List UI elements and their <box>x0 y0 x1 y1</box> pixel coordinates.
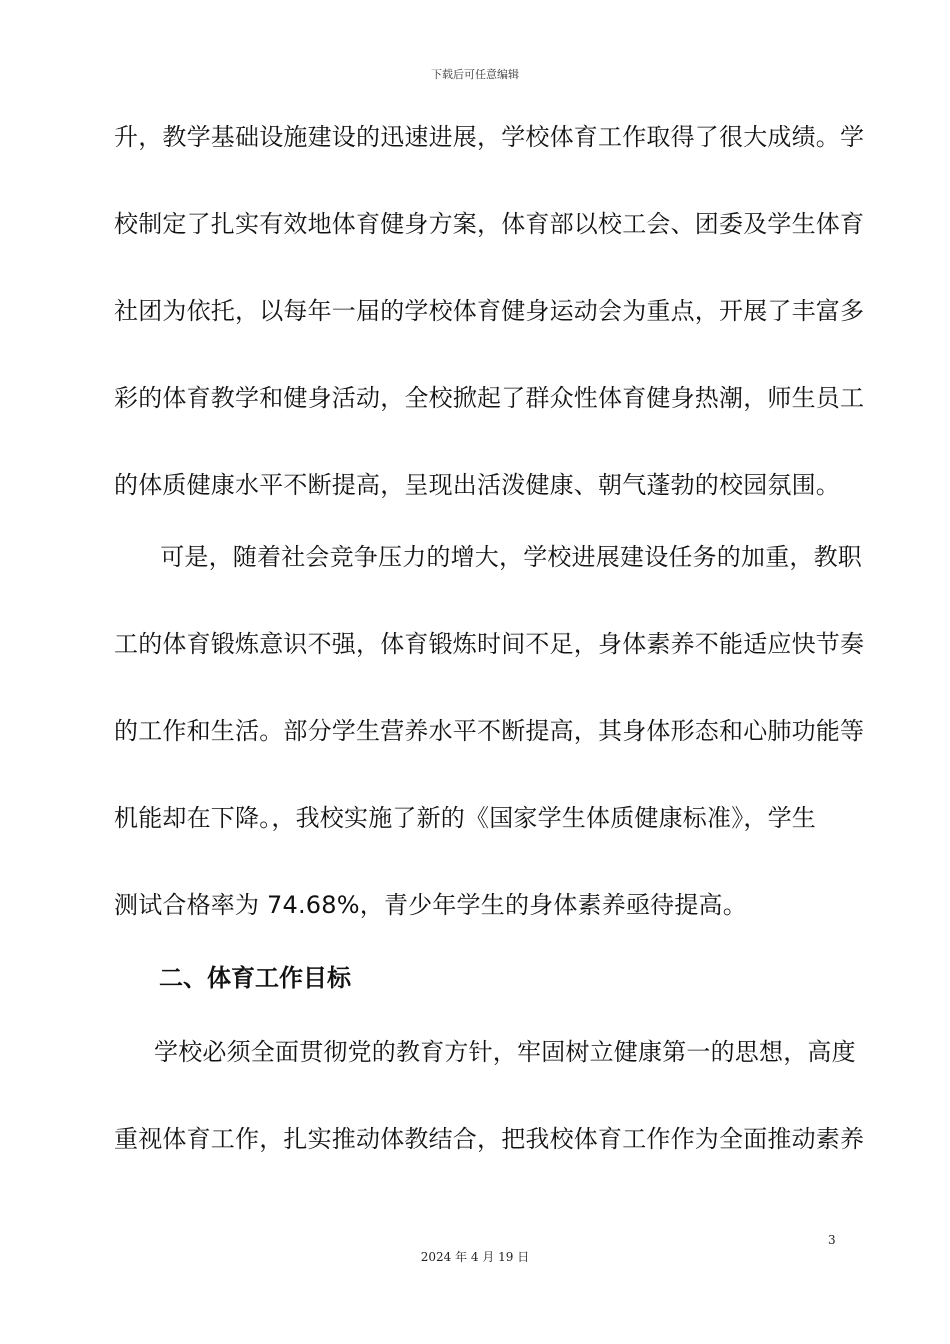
page-number: 3 <box>828 1233 836 1247</box>
paragraph-line: 校制定了扎实有效地体育健身方案，体育部以校工会、团委及学生体育 <box>114 210 865 238</box>
header-note: 下载后可任意编辑 <box>431 68 519 81</box>
paragraph-line: 的体质健康水平不断提高，呈现出活泼健康、朝气蓬勃的校园氛围。 <box>114 471 840 499</box>
paragraph-line: 社团为依托，以每年一届的学校体育健身运动会为重点，开展了丰富多 <box>114 297 865 325</box>
footer-date: 2024 年 4 月 19 日 <box>420 1250 530 1264</box>
paragraph-line: 可是，随着社会竞争压力的增大，学校进展建设任务的加重，教职 <box>136 543 862 571</box>
paragraph-line: 彩的体育教学和健身活动，全校掀起了群众性体育健身热潮，师生员工 <box>114 384 865 412</box>
paragraph-line: 机能却在下降。，我校实施了新的《国家学生体质健康标准》，学生 <box>114 804 816 832</box>
paragraph-line: 升，教学基础设施建设的迅速进展，学校体育工作取得了很大成绩。学 <box>114 123 865 151</box>
paragraph-line: 学校必须全面贯彻党的教育方针，牢固树立健康第一的思想，高度 <box>154 1038 856 1066</box>
paragraph-line: 工的体育锻炼意识不强，体育锻炼时间不足，身体素养不能适应快节奏 <box>114 630 865 658</box>
paragraph-line: 重视体育工作，扎实推动体教结合，把我校体育工作作为全面推动素养 <box>114 1125 865 1153</box>
paragraph-line: 的工作和生活。部分学生营养水平不断提高，其身体形态和心肺功能等 <box>114 717 865 745</box>
paragraph-line: 测试合格率为 74.68%，青少年学生的身体素养亟待提高。 <box>114 891 747 919</box>
section-heading: 二、体育工作目标 <box>159 964 351 992</box>
